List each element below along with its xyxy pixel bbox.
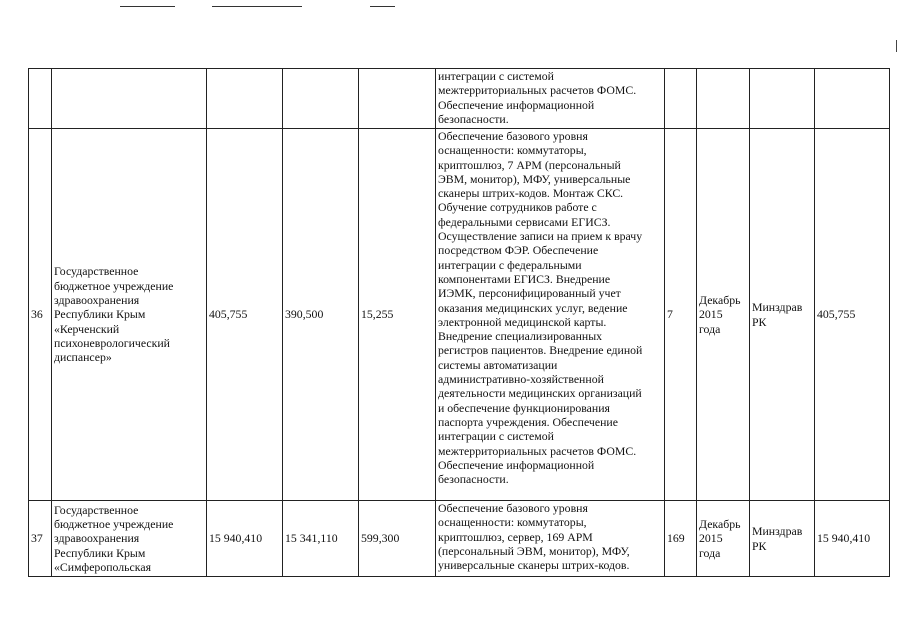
description-cell: Обеспечение базового уровня оснащенности: коммутаторы, криптошлюз, сервер, 169 АРМ (персональный ЭВМ, монитор), МФУ, универсальные сканеры штрих-кодов. (436, 501, 665, 577)
organization-cell: Государственное бюджетное учреждение здравоохранения Республики Крым «Керченский психоневрологический диспансер» (52, 129, 207, 501)
regional-cell (359, 69, 436, 129)
deadline-cell: Декабрь 2015 года (697, 129, 750, 501)
federal-cell: 15 341,110 (283, 501, 359, 577)
quantity-cell (665, 69, 697, 129)
responsible-cell (750, 69, 815, 129)
row-number-cell: 37 (29, 501, 52, 577)
budget-table (28, 68, 890, 577)
federal-cell (283, 69, 359, 129)
table-row (29, 69, 890, 129)
federal-cell: 390,500 (283, 129, 359, 501)
table-row (29, 129, 890, 501)
scan-mark (896, 40, 897, 52)
regional-cell: 599,300 (359, 501, 436, 577)
row-number-cell: 36 (29, 129, 52, 501)
amount-cell (815, 69, 890, 129)
quantity-cell: 169 (665, 501, 697, 577)
total-cell: 15 940,410 (207, 501, 283, 577)
organization-cell (52, 69, 207, 129)
top-scan-marks (0, 0, 905, 20)
row-number-cell (29, 69, 52, 129)
description-cell: Обеспечение базового уровня оснащенности: коммутаторы, криптошлюз, 7 АРМ (персональный ЭВМ, монитор), МФУ, универсальные сканеры штрих-кодов. Монтаж СКС. Обучение сотрудников работе с федеральными сервисами ЕГИСЗ. Осуществление записи на прием к врачу посредством ФЭР. Обеспечение интеграции с федеральными компонентами ЕГИСЗ. Внедрение ИЭМК, персонифицированный учет оказания медицинских услуг, ведение электронной медицинской карты. Внедрение специализированных регистров пациентов. Внедрение единой системы автоматизации административно-хозяйственной деятельности медицинских организаций и обеспечение функционирования паспорта учреждения. Обеспечение интеграции с системой межтерриториальных расчетов ФОМС. Обеспечение информационной безопасности. (436, 129, 665, 501)
table-row (29, 501, 890, 577)
deadline-cell: Декабрь 2015 года (697, 501, 750, 577)
deadline-cell (697, 69, 750, 129)
organization-cell: Государственное бюджетное учреждение здравоохранения Республики Крым «Симферопольская (52, 501, 207, 577)
responsible-cell: Минздрав РК (750, 129, 815, 501)
total-cell (207, 69, 283, 129)
description-cell: интеграции с системой межтерриториальных расчетов ФОМС. Обеспечение информационной безопасности. (436, 69, 665, 129)
total-cell: 405,755 (207, 129, 283, 501)
responsible-cell: Минздрав РК (750, 501, 815, 577)
amount-cell: 15 940,410 (815, 501, 890, 577)
regional-cell: 15,255 (359, 129, 436, 501)
quantity-cell: 7 (665, 129, 697, 501)
amount-cell: 405,755 (815, 129, 890, 501)
